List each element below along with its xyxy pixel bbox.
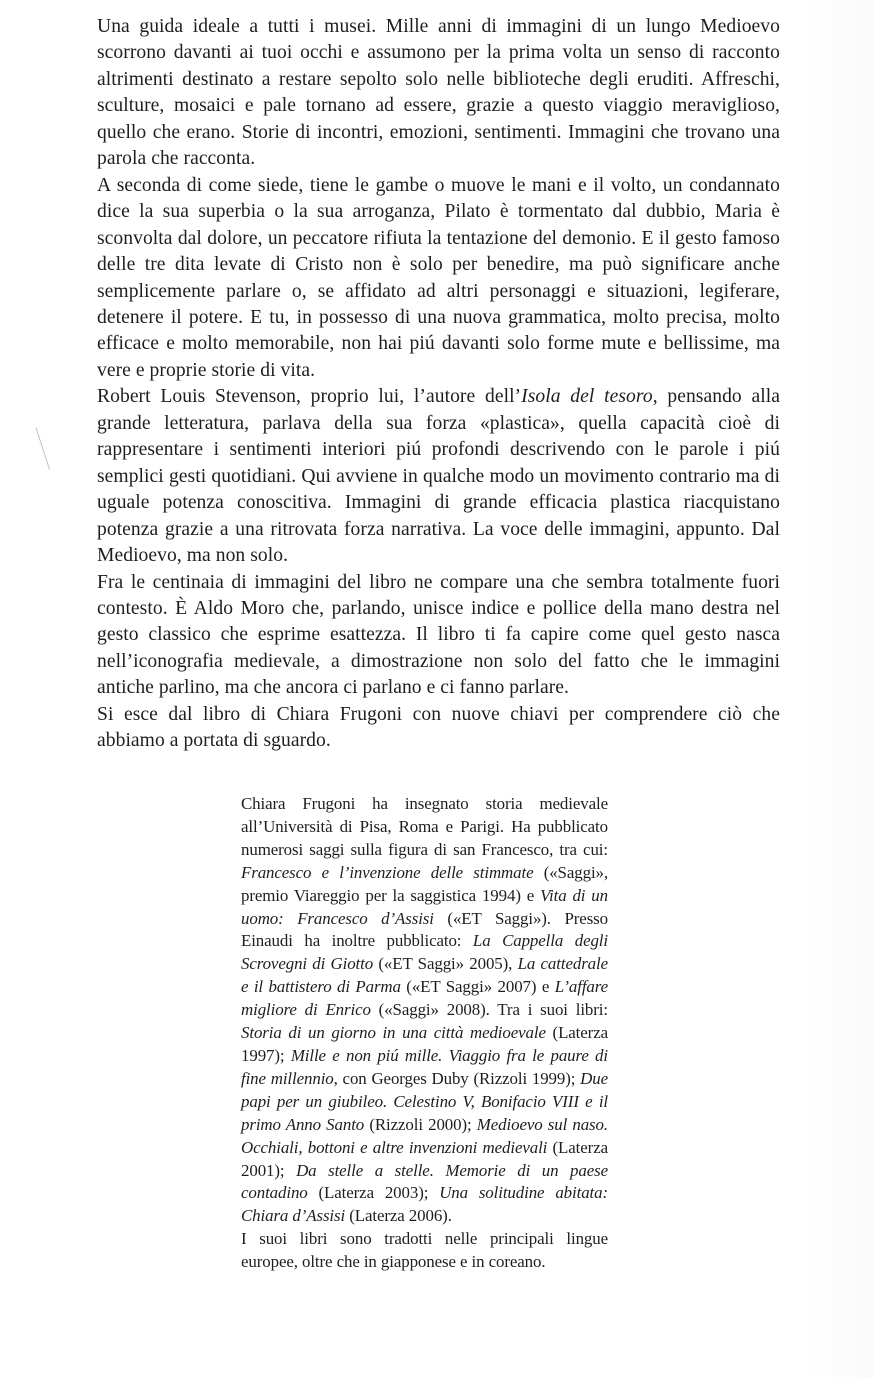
- scan-mark: [35, 424, 59, 469]
- italic-title-run: Da stelle a stelle. Memorie di un paese contadino: [241, 1160, 608, 1203]
- description-paragraph: [97, 14, 780, 173]
- author-bio: [241, 793, 608, 1274]
- text-run: (Laterza 2006).: [345, 1206, 452, 1226]
- italic-title-run: Storia di un giorno in una città medioevale: [241, 1023, 546, 1043]
- description-paragraph: [97, 173, 780, 385]
- text-run: («ET Saggi»). Presso Einaudi ha inoltre pubblicato:: [241, 908, 608, 951]
- text-run: (Laterza 2003);: [307, 1183, 440, 1203]
- text-run: (Laterza 2001);: [241, 1137, 608, 1180]
- italic-title-run: Una solitudine abitata: Chiara d’Assisi: [241, 1183, 608, 1226]
- text-run: , pensando alla grande letteratura, parlava della sua forza «plastica», quella capacità cioè di rappresentare i sentimenti interiori piú profondi descrivendo con le parole i piú semplici gesti quotidiani. Qui avviene in qualche modo un movimento contrario ma di uguale potenza conoscitiva. Immagini di grande efficacia plastica riacquistano potenza grazie a una ritrovata forza narrativa. La voce delle immagini, appunto. Dal Medioevo, ma non solo.: [97, 386, 780, 567]
- text-run: Chiara Frugoni ha insegnato storia medievale all’Università di Pisa, Roma e Parigi. Ha pubblicato numerosi saggi sulla figura di san Francesco, tra cui:: [241, 794, 608, 859]
- italic-title-run: La cattedrale e il battistero di Parma: [241, 954, 608, 997]
- description-paragraph: [97, 384, 780, 569]
- text-run: (Laterza 1997);: [241, 1023, 608, 1065]
- text-run: Si esce dal libro di Chiara Frugoni con nuove chiavi per comprendere ciò che abbiamo a portata di sguardo.: [97, 703, 780, 752]
- italic-title-run: Medioevo sul naso. Occhiali, bottoni e altre invenzioni medievali: [241, 1114, 608, 1157]
- description-paragraph: [97, 570, 780, 702]
- text-run: , con Georges Duby (Rizzoli 1999);: [333, 1068, 581, 1088]
- italic-title-run: Isola del tesoro: [521, 386, 653, 408]
- text-run: Fra le centinaia di immagini del libro ne compare una che sembra totalmente fuori contesto. È Aldo Moro che, parlando, unisce indice e pollice della mano destra nel gesto classico che esprime esattezza. Il libro ti fa capire come quel gesto nasca nell’iconografia medievale, a dimostrazione non solo del fatto che le immagini antiche parlino, ma che ancora ci parlano e ci fanno parlare.: [97, 571, 780, 699]
- italic-title-run: Francesco e l’invenzione delle stimmate: [241, 862, 534, 882]
- text-run: Una guida ideale a tutti i musei. Mille anni di immagini di un lungo Medioevo scorrono davanti ai tuoi occhi e assumono per la prima volta un senso di racconto altrimenti destinato a restare sepolto solo nelle biblioteche degli eruditi. Affreschi, sculture, mosaici e pale tornano ad essere, grazie a questo viaggio meraviglioso, quello che erano. Storie di incontri, emozioni, sentimenti. Immagini che trovano una parola che racconta.: [97, 16, 780, 170]
- text-run: («ET Saggi» 2007) e: [400, 977, 555, 997]
- italic-title-run: Due papi per un giubileo. Celestino V, Bonifacio VIII e il primo Anno Santo: [241, 1068, 609, 1134]
- bio-paragraph: [241, 793, 608, 1228]
- italic-title-run: La Cappella degli Scrovegni di Giotto: [241, 931, 608, 974]
- text-run: (Rizzoli 2000);: [364, 1114, 477, 1134]
- text-run: («Saggi», premio Viareggio per la saggistica 1994) e: [241, 862, 609, 905]
- italic-title-run: Vita di un uomo: Francesco d’Assisi: [241, 885, 608, 928]
- italic-title-run: Mille e non piú mille. Viaggio fra le paure di fine millennio: [241, 1045, 608, 1088]
- text-run: («Saggi» 2008). Tra i suoi libri:: [370, 1000, 608, 1020]
- italic-title-run: L’affare migliore di Enrico: [241, 977, 608, 1020]
- description-paragraph: [97, 702, 780, 755]
- text-run: («ET Saggi» 2005),: [373, 954, 518, 974]
- text-run: Robert Louis Stevenson, proprio lui, l’autore dell’: [97, 386, 522, 408]
- text-run: I suoi libri sono tradotti nelle principali lingue europee, oltre che in giapponese e in coreano.: [241, 1229, 608, 1272]
- text-run: A seconda di come siede, tiene le gambe o muove le mani e il volto, un condannato dice la sua superbia o la sua arroganza, Pilato è tormentato dal dubbio, Maria è sconvolta dal dolore, un peccatore rifiuta la tentazione del demonio. E il gesto famoso delle tre dita levate di Cristo non è solo per benedire, ma può significare anche semplicemente parlare o, se affidato ad altri personaggi e situazioni, legiferare, detenere il potere. E tu, in possesso di una nuova grammatica, molto precisa, molto efficace e molto memorabile, non hai piú davanti solo forme mute e bellissime, ma vere e proprie storie di vita.: [97, 174, 780, 381]
- flap-description: [97, 14, 780, 755]
- bio-paragraph: [241, 1228, 608, 1274]
